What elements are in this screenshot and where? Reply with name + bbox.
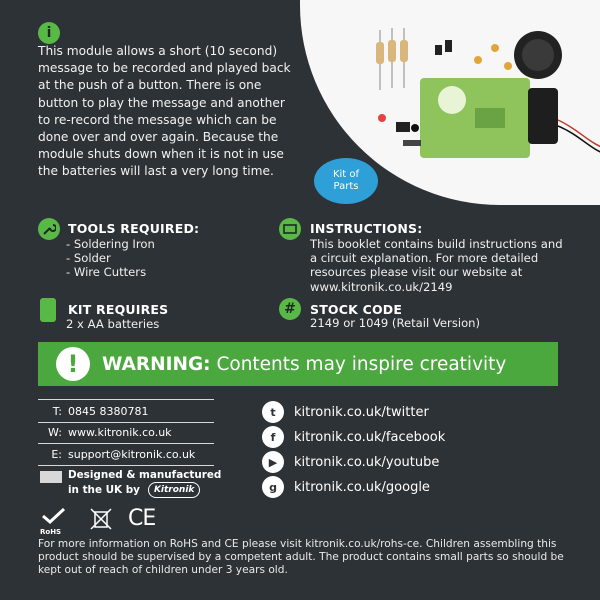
- email-key: E:: [51, 447, 62, 461]
- designed-text: [68, 468, 221, 498]
- kit-of-parts-badge: [314, 158, 378, 204]
- hash-icon: #: [279, 298, 301, 320]
- badge-line2: Parts: [333, 181, 359, 192]
- contact-email: [38, 443, 214, 466]
- social-facebook[interactable]: [262, 426, 445, 448]
- rohs-check-icon: [40, 508, 66, 524]
- social-youtube[interactable]: [262, 451, 439, 473]
- warning-text: [102, 354, 506, 375]
- designed-line2: in the UK by: [68, 484, 140, 496]
- facebook-icon: f: [262, 426, 284, 448]
- warning-label: WARNING:: [102, 353, 211, 375]
- intro-text: This module allows a short (10 second) message to be recorded and played back at the push of a button. There is one button to play the message and another to re-record the message which can be done over and over again. Because the module shuts down when it is not in use the batteries will last a very long time.: [38, 44, 291, 179]
- warning-banner: [38, 342, 558, 386]
- social-label[interactable]: kitronik.co.uk/facebook: [294, 429, 446, 445]
- tools-title: TOOLS REQUIRED:: [68, 221, 200, 236]
- kit-requires-title: KIT REQUIRES: [68, 302, 169, 317]
- battery-icon: [40, 298, 56, 322]
- phone-key: T:: [52, 404, 62, 418]
- booklet-icon: [279, 218, 301, 240]
- web-value[interactable]: www.kitronik.co.uk: [68, 425, 172, 439]
- ce-mark: CE: [128, 506, 156, 531]
- kit-requires-body: 2 x AA batteries: [66, 317, 160, 331]
- phone-value: 0845 8380781: [68, 404, 149, 418]
- tools-list: [66, 237, 155, 280]
- rohs-label: RoHS: [40, 528, 62, 536]
- wrench-icon: [38, 218, 60, 240]
- designed-line2-row: [68, 482, 221, 498]
- uk-flag-icon: [40, 471, 62, 483]
- exclamation-icon: !: [56, 347, 90, 381]
- social-google[interactable]: [262, 476, 430, 498]
- footer-text: For more information on RoHS and CE please visit kitronik.co.uk/rohs-ce. Children assembling this product should be supervised by a competent adult. The product contains small parts so should be kept out of reach of children under 3 years old.: [38, 538, 564, 577]
- instructions-title: INSTRUCTIONS:: [310, 221, 423, 236]
- tools-item: - Soldering Iron: [66, 237, 155, 251]
- info-icon: i: [38, 22, 60, 44]
- kitronik-logo: Kitronik: [148, 482, 200, 498]
- social-twitter[interactable]: [262, 401, 429, 423]
- warning-message: Contents may inspire creativity: [210, 353, 507, 375]
- tools-item: - Wire Cutters: [66, 265, 147, 280]
- rohs-mark: [40, 508, 70, 536]
- social-label[interactable]: kitronik.co.uk/youtube: [294, 454, 440, 470]
- email-value[interactable]: support@kitronik.co.uk: [68, 447, 196, 461]
- instructions-body: This booklet contains build instructions and a circuit explanation. For more detailed resources please visit our website at www.kitronik.co.uk/2149: [310, 237, 563, 294]
- contact-web: [38, 421, 214, 444]
- badge-line1: Kit of: [332, 169, 360, 180]
- twitter-icon: t: [262, 401, 284, 423]
- stock-code-body: 2149 or 1049 (Retail Version): [310, 316, 481, 330]
- google-icon: g: [262, 476, 284, 498]
- youtube-icon: ▶: [262, 451, 284, 473]
- social-label[interactable]: kitronik.co.uk/google: [294, 479, 430, 495]
- stock-code-title: STOCK CODE: [310, 302, 403, 317]
- tools-item: - Solder: [66, 251, 111, 266]
- social-label[interactable]: kitronik.co.uk/twitter: [294, 404, 429, 420]
- contact-phone: [38, 399, 214, 423]
- designed-line1: Designed & manufactured: [68, 469, 222, 481]
- weee-bin-icon: [88, 507, 114, 531]
- web-key: W:: [48, 425, 62, 439]
